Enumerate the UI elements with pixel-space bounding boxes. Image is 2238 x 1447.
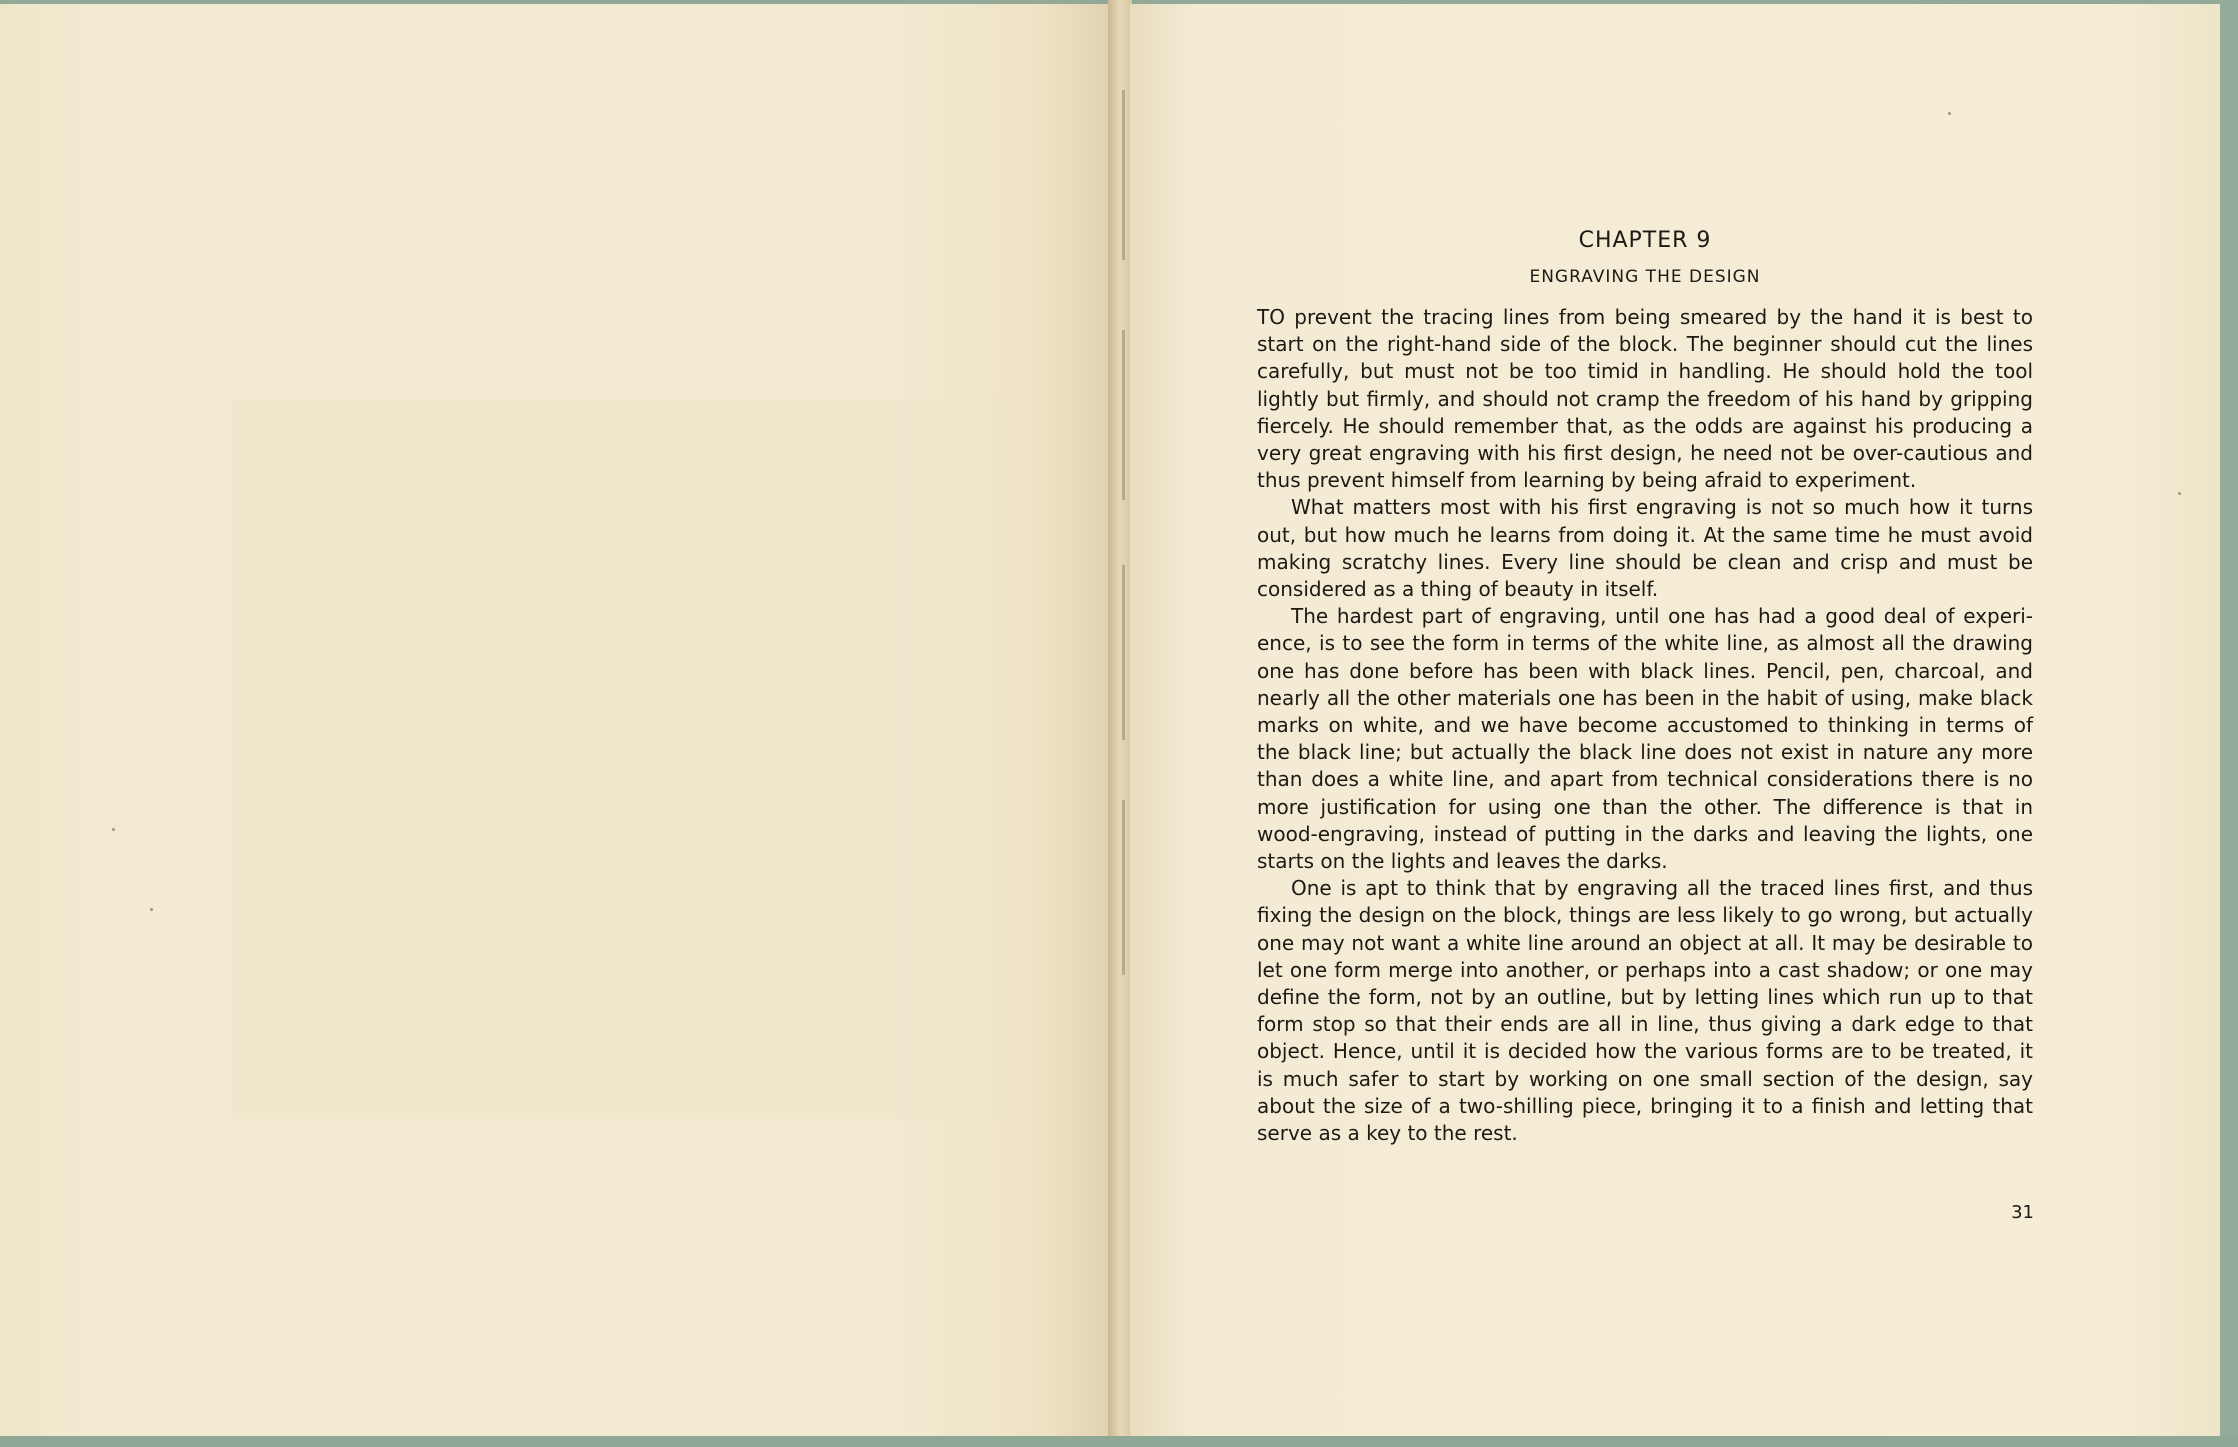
binding-stitch	[1122, 330, 1125, 500]
chapter-heading: CHAPTER 9	[1578, 228, 1712, 253]
paper-speck	[150, 908, 153, 911]
body-paragraph: TO prevent the tracing lines from being smeared by the hand it is best to start on the right-hand side of the block. The beginner should cut the lines carefully, but must not be too timid in handling. He should hold the tool lightly but firmly, and should not cramp the freedom of his hand by gripping fiercely. He should remember that, as the odds are against his producing a very great engraving with his first design, he need not be over-cautious and thus prevent himself from learning by being afraid to experiment.	[1257, 305, 2033, 493]
body-paragraph: What matters most with his first engraving is not so much how it turns out, but how much he learns from doing it. At the same time he must avoid making scratchy lines. Every line should be clean and crisp and must be considered as a thing of beauty in itself.	[1257, 495, 2033, 602]
binding-stitch	[1122, 90, 1125, 260]
chapter-text-block	[1257, 226, 2033, 1147]
paper-speck	[1948, 112, 1951, 115]
cover-edge-bottom	[0, 1436, 2238, 1447]
binding-stitch	[1122, 800, 1125, 975]
paper-speck	[112, 828, 115, 831]
page-number: 31	[2011, 1202, 2034, 1223]
cover-edge-right	[2220, 0, 2238, 1447]
body-paragraph: One is apt to think that by engraving all the traced lines first, and thus fixing the design on the block, things are less likely to go wrong, but actually one may not want a white line around an object at all. It may be desirable to let one form merge into another, or perhaps into a cast shadow; or one may define the form, not by an outline, but by letting lines which run up to that form stop so that their ends are all in line, thus giving a dark edge to that object. Hence, until it is decided how the various forms are to be treated, it is much safer to start by working on one small section of the design, say about the size of a two-shilling piece, bringing it to a finish and letting that serve as a key to the rest.	[1257, 876, 2033, 1146]
paper-speck	[2178, 492, 2181, 495]
chapter-title: ENGRAVING THE DESIGN	[1529, 267, 1761, 287]
left-page-blank	[0, 4, 1113, 1436]
body-paragraph: The hardest part of engraving, until one has had a good deal of experience, is to see the form in terms of the white line, as almost all the drawing one has done before has been with black lines. Pencil, pen, charcoal, and nearly all the other materials one has been in the habit of using, make black marks on white, and we have become accustomed to thinking in terms of the black line; but actually the black line does not exist in nature any more than does a white line, and apart from technical considerations there is no more justification for using one than the other. The difference is that in wood-engraving, instead of putting in the darks and leaving the lights, one starts on the lights and leaves the darks.	[1257, 604, 2033, 874]
show-through-image	[232, 399, 1022, 1119]
binding-stitch	[1122, 565, 1125, 740]
book-gutter	[1108, 0, 1132, 1447]
